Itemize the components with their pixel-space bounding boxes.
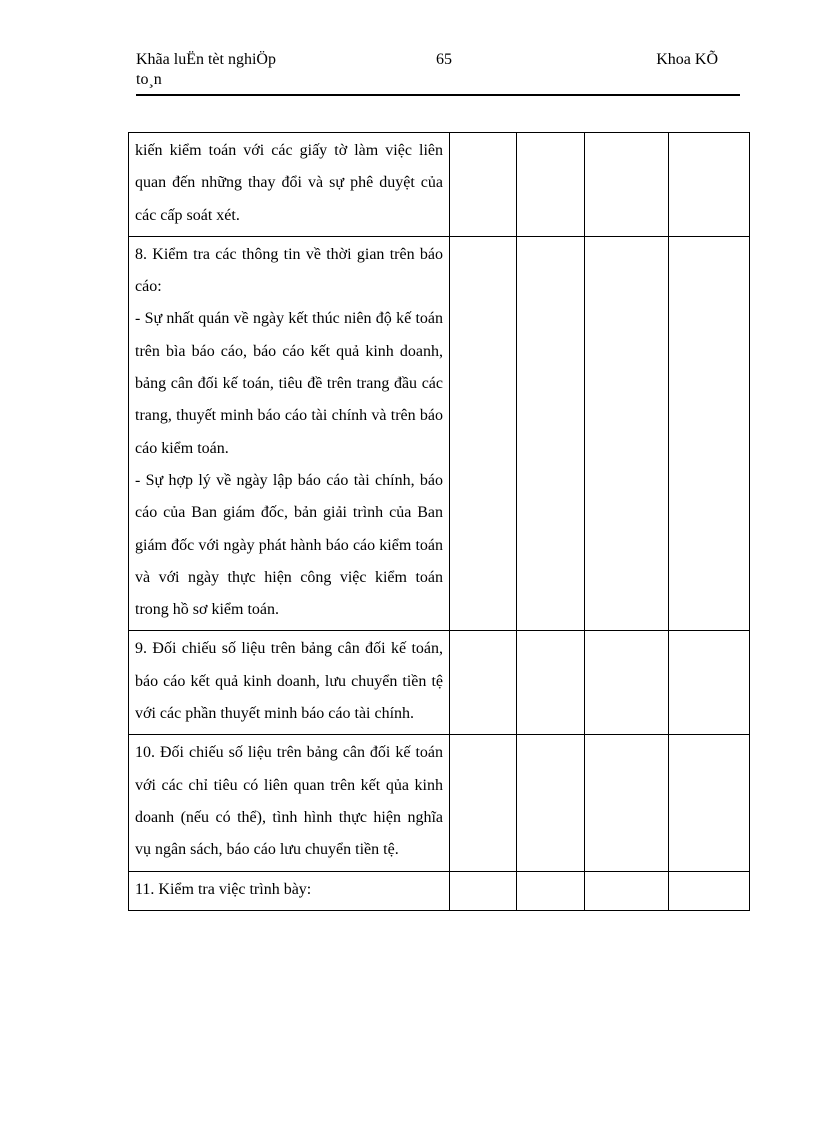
checklist-item-bullet: - Sự hợp lý về ngày lập báo cáo tài chính, báo cáo của Ban giám đốc, bản giải trình của Ban giám đốc với ngày phát hành báo cáo kiểm toán và với ngày thực hiện công việc kiểm toán trong hồ sơ kiểm toán.: [135, 471, 443, 619]
checklist-empty-cell: [585, 735, 669, 871]
header-thesis-title: Khãa luËn tèt nghiÖp to¸n: [136, 51, 276, 88]
checklist-empty-cell: [669, 133, 750, 237]
checklist-item-heading: 8. Kiểm tra các thông tin về thời gian trên báo cáo:: [135, 245, 443, 296]
checklist-item-bullet: - Sự nhất quán về ngày kết thúc niên độ kế toán trên bìa báo cáo, báo cáo kết quả kinh doanh, bảng cân đối kế toán, tiêu đề trên trang đầu các trang, thuyết minh báo cáo tài chính và trên báo cáo kiểm toán.: [135, 310, 443, 457]
checklist-item-cell: [129, 631, 450, 735]
checklist-empty-cell: [450, 236, 517, 631]
header-faculty: Khoa KÕ: [656, 51, 718, 68]
checklist-empty-cell: [669, 871, 750, 910]
checklist-item-cell: [129, 871, 450, 910]
checklist-empty-cell: [585, 133, 669, 237]
checklist-empty-cell: [517, 631, 585, 735]
checklist-empty-cell: [517, 236, 585, 631]
checklist-empty-cell: [669, 631, 750, 735]
checklist-item-cell: [129, 236, 450, 631]
table-row: [129, 871, 750, 910]
table-row: [129, 735, 750, 871]
table-row: [129, 631, 750, 735]
checklist-empty-cell: [585, 631, 669, 735]
checklist-item-text: 9. Đối chiếu số liệu trên bảng cân đối kế toán, báo cáo kết quả kinh doanh, lưu chuyển tiền tệ với các phần thuyết minh báo cáo tài chính.: [135, 640, 443, 723]
checklist-empty-cell: [450, 871, 517, 910]
checklist-item-text: kiến kiểm toán với các giấy tờ làm việc liên quan đến những thay đổi và sự phê duyệt của các cấp soát xét.: [135, 142, 443, 224]
checklist-item-text: 10. Đối chiếu số liệu trên bảng cân đối kế toán với các chỉ tiêu có liên quan trên kết qủa kinh doanh (nếu có thể), tình hình thực hiện nghĩa vụ ngân sách, báo cáo lưu chuyển tiền tệ.: [135, 744, 443, 859]
checklist-empty-cell: [450, 133, 517, 237]
checklist-empty-cell: [450, 735, 517, 871]
checklist-empty-cell: [669, 735, 750, 871]
checklist-empty-cell: [450, 631, 517, 735]
checklist-empty-cell: [517, 735, 585, 871]
checklist-item-cell: [129, 133, 450, 237]
page-number: 65: [436, 51, 452, 68]
checklist-empty-cell: [517, 871, 585, 910]
checklist-empty-cell: [517, 133, 585, 237]
checklist-empty-cell: [585, 236, 669, 631]
checklist-empty-cell: [585, 871, 669, 910]
checklist-item-text: 11. Kiểm tra việc trình bày:: [135, 880, 312, 898]
table-row: [129, 133, 750, 237]
table-row: [129, 236, 750, 631]
audit-checklist-table: [128, 132, 750, 911]
checklist-empty-cell: [669, 236, 750, 631]
page-header: [136, 50, 740, 96]
checklist-item-cell: [129, 735, 450, 871]
